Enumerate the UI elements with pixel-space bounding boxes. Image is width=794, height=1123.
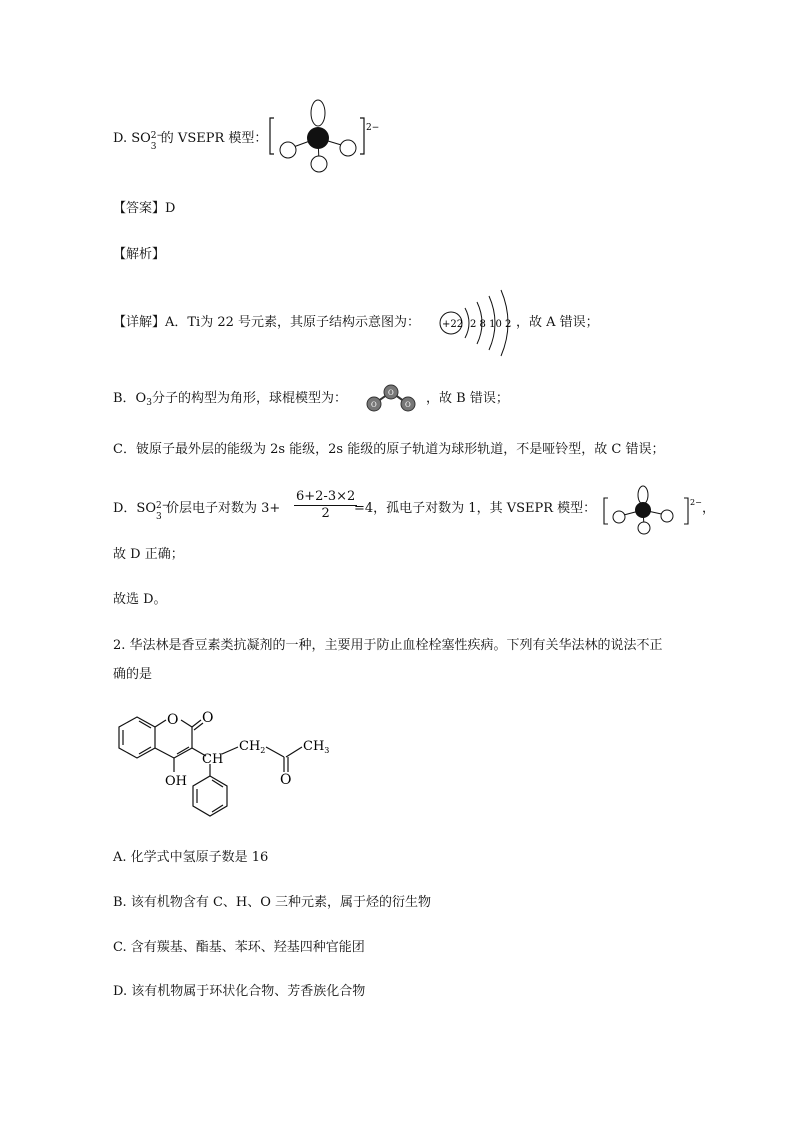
ring-oxygen: O	[167, 712, 179, 728]
option-d-line: D. SO 2− 3 的 VSEPR 模型：	[113, 131, 268, 152]
ozone-atom-label-1: O	[371, 401, 377, 409]
ozone-ball-stick-model	[360, 382, 422, 414]
question-2-stem-line1: 2. 华法林是香豆素类抗凝剂的一种，主要用于防止血栓栓塞性疾病。下列有关华法林的说法不正	[113, 638, 663, 653]
detail-d-line2: 故 D 正确；	[113, 547, 184, 562]
detail-b-line: B．$O_3$分子的构型为角形，球棍模型为：	[113, 391, 347, 408]
conclusion: 故选 D。	[113, 592, 167, 607]
vsepr-model-image-small	[600, 484, 700, 536]
answer-label: 【答案】D	[113, 201, 176, 216]
ti-shell-electrons: 2 8 10 2	[470, 319, 512, 330]
carbonyl-oxygen: O	[202, 710, 214, 726]
detail-d-comma: ，	[702, 501, 716, 516]
detail-d-after: =4，孤电子对数为 1，其 VSEPR 模型：	[354, 501, 597, 516]
option-c: C. 含有羰基、酯基、苯环、羟基四种官能团	[113, 940, 365, 955]
option-d: D. 该有机物属于环状化合物、芳香族化合物	[113, 984, 366, 999]
ch2-group: $CH_2$	[239, 739, 266, 755]
option-b: B. 该有机物含有 C、H、O 三种元素，属于烃的衍生物	[113, 895, 432, 910]
fraction: $\frac{6+2-3\times 2}{2}$	[296, 489, 356, 521]
hydroxyl-group: OH	[165, 774, 187, 789]
ozone-atom-label-2: O	[388, 389, 394, 397]
detail-a-line: 【详解】A．Ti为 22 号元素，其原子结构示意图为：	[113, 315, 421, 330]
vsepr-charge: 2−	[366, 123, 380, 133]
ch3-group: $CH_3$	[303, 739, 330, 755]
warfarin-structure	[108, 700, 338, 830]
ch-group: CH	[202, 752, 224, 767]
detail-c-line: C．铍原子最外层的能级为 2s 能级，2s 能级的原子轨道为球形轨道，不是哑铃型，故 C 错误；	[113, 442, 665, 457]
detail-a-suffix: ，故 A 错误；	[516, 315, 599, 330]
ketone-oxygen: O	[280, 772, 292, 788]
detail-d-line: D．SO 2− 3 价层电子对数为 3+	[113, 501, 281, 522]
option-a: A. 化学式中氢原子数是 16	[113, 850, 269, 865]
vsepr-model-image	[264, 98, 384, 176]
ti-atomic-structure-diagram	[437, 288, 519, 358]
question-2-stem-line2: 确的是	[113, 667, 153, 682]
ozone-atom-label-3: O	[405, 401, 411, 409]
detail-b-suffix: ，故 B 错误；	[426, 391, 509, 406]
analysis-label: 【解析】	[113, 247, 166, 262]
vsepr-charge-small: 2−	[690, 498, 702, 507]
ti-nucleus: +22	[442, 319, 464, 330]
